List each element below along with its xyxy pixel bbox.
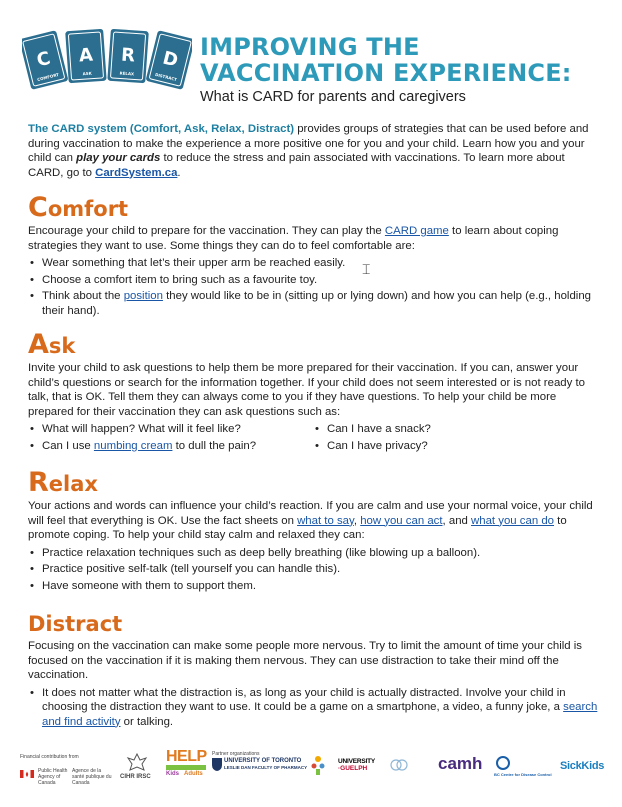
page-subtitle: What is CARD for parents and caregivers [200,89,466,105]
list-item [28,289,598,318]
intro-end: . [177,166,181,179]
cihr-logo-text: CIHR IRSC [120,774,151,780]
card-distract [146,30,192,90]
bccdc-icon [496,756,510,770]
position-link[interactable]: position [123,290,163,302]
card-letter-r: R [120,44,136,67]
card-word-relax: RELAX [119,70,135,77]
heading-relax [28,467,598,498]
phac-english: Public Health Agency of Canada [38,768,68,786]
footer-logos [20,748,606,794]
relax-list [28,546,598,594]
card-word-distract: DISTRACT [154,71,178,83]
uoft-crest-icon [212,758,222,771]
comfort-text-2: to learn about coping strategies they want to use. Some things they can do to feel comfortable are: [28,225,559,252]
relax-paragraph [28,499,598,543]
comfort-text-1: Encourage your child to prepare for the vaccination. They can play the [28,225,385,237]
title-line-1: IMPROVING THE [200,33,420,61]
ask-q2-text-1: Can I use [42,439,94,452]
intro-lead: The CARD system (Comfort, Ask, Relax, Distract) [28,123,295,135]
distract-paragraph: Focusing on the vaccination can make some people more nervous. Try to limit the amount of time your child is focused on the vaccination if it is making them nervous. They can use distraction to take their mind off the vaccination. [28,640,582,681]
list-item: • Have someone with them to support them. [28,579,598,594]
distract-b1-text-1: It does not matter what the distraction is, as long as your child is actually distracted. Involve your child in choosing the distraction they want to use. It could be a game on a smartphone, a video, a funny joke, a [42,686,566,713]
distract-b1-text-2: or talking. [120,715,174,728]
comfort-paragraph [28,224,598,253]
ask-paragraph: Invite your child to ask questions to help them be more prepared for their vaccination. If you can, answer your child’s questions or search for the information together. If your child does not seem interested or is not ready to talk, that is OK. Tell them they can always come to you if they have questions. To help your child be more prepared for their vaccination they can ask questions such as: [28,362,585,418]
cardsystem-link[interactable]: CardSystem.ca [95,166,178,179]
ask-list-right [313,422,598,455]
list-item: • Practice positive self-talk (tell yourself you can handle this). [28,562,598,577]
card-ask [65,29,107,84]
card-relax [107,29,149,84]
section-ask [28,329,598,455]
page-title [200,34,600,105]
relax-sep-2: , and [442,514,472,527]
ask-list-left [28,422,313,455]
uoft-line-2: LESLIE DAN FACULTY OF PHARMACY [224,765,308,770]
card-logo [22,28,192,94]
numbing-cream-link[interactable]: numbing cream [93,439,173,452]
heading-comfort-rest: omfort [47,197,129,221]
heading-comfort-initial: C [28,192,48,223]
section-relax [28,467,598,595]
relax-text-1: Your actions and words can influence your child’s reaction. If you are calm and use your normal voice, your child will feel that everything is OK. Use the fact sheets on [28,500,593,527]
list-item: • Practice relaxation techniques such as deep belly breathing (like blowing up a balloon). [28,546,598,561]
help-kids-text: Kids [166,771,180,777]
list-item: • Can I have privacy? [313,439,598,454]
heading-comfort [28,192,598,223]
what-you-can-do-link[interactable]: what you can do [471,514,554,527]
comfort-b3-text-2: they would like to be in (sitting up or lying down) and how you can help (e.g., holding their hand). [42,290,591,317]
card-comfort [22,30,68,90]
heading-relax-rest: elax [48,472,98,496]
heading-ask-rest: sk [48,334,76,358]
intro-text-1: provides groups of strategies that can be used before and during vaccination to make the experience a more positive one for you and your child. Learn how you and your child can [28,123,589,164]
children-hospital-logo-icon [310,754,326,776]
list-item: • What will happen? What will it feel like? [28,422,313,437]
card-letter-a: A [78,44,94,67]
title-line-2: VACCINATION EXPERIENCE: [200,59,572,87]
uoft-line-1: UNIVERSITY OF TORONTO [224,758,302,764]
relax-sep-1: , [353,514,361,527]
help-logo-bar [166,765,206,770]
canada-flag-icon [20,770,34,778]
heading-ask-initial: A [28,329,49,360]
partner-label: Partner organizations [212,751,260,757]
comfort-b3-text-1: Think about the [42,290,124,302]
ask-q2-text-2: to dull the pain? [172,439,257,452]
anxiety-logo-icon [390,758,408,772]
help-logo-text: HELP [166,748,207,765]
ask-question-columns [28,419,598,455]
guelph-line-2: ·GUELPH [338,765,368,772]
sickkids-logo-text: SickKids [560,760,605,772]
heading-ask [28,329,598,360]
list-item: • Can I have a snack? [313,422,598,437]
how-you-can-act-link[interactable]: how you can act [360,514,443,527]
help-adults-text: Adults [184,771,203,777]
phac-french: Agence de la santé publique du Canada [72,768,112,786]
intro-text-2: to reduce the stress and pain associated with vaccinations. To learn more about CARD, go to [28,152,565,179]
card-word-comfort: COMFORT [36,71,60,83]
cihr-leaf-icon [124,752,150,772]
guelph-line-1: UNIVERSITY [338,758,376,765]
heading-distract: Distract [28,612,123,636]
text-cursor-icon: ⌶ [362,261,371,277]
heading-relax-initial: R [28,467,49,498]
intro-paragraph [28,122,598,180]
card-letter-c: C [34,47,53,72]
funding-label: Financial contribution from [20,754,79,760]
card-letter-d: D [160,47,181,72]
list-item [28,439,313,454]
bccdc-logo-text: BC Centre for Disease Control [494,772,552,777]
intro-emphasis: play your cards [76,152,161,164]
section-distract [28,612,598,731]
list-item: • Wear something that let’s their upper arm be reached easily. [28,256,598,271]
section-comfort [28,192,598,320]
what-to-say-link[interactable]: what to say [297,514,354,527]
camh-logo-text: camh [438,754,483,773]
search-and-find-link[interactable]: search and find activity [42,701,598,728]
comfort-list [28,256,598,318]
relax-text-2: to promote coping. To help your child stay calm and relaxed they can: [28,514,567,541]
list-item: • Choose a comfort item to bring such as a favourite toy. [28,273,598,288]
distract-list [28,686,598,730]
card-game-link[interactable]: CARD game [384,225,449,237]
card-word-ask: ASK [82,70,92,77]
list-item [28,686,598,730]
